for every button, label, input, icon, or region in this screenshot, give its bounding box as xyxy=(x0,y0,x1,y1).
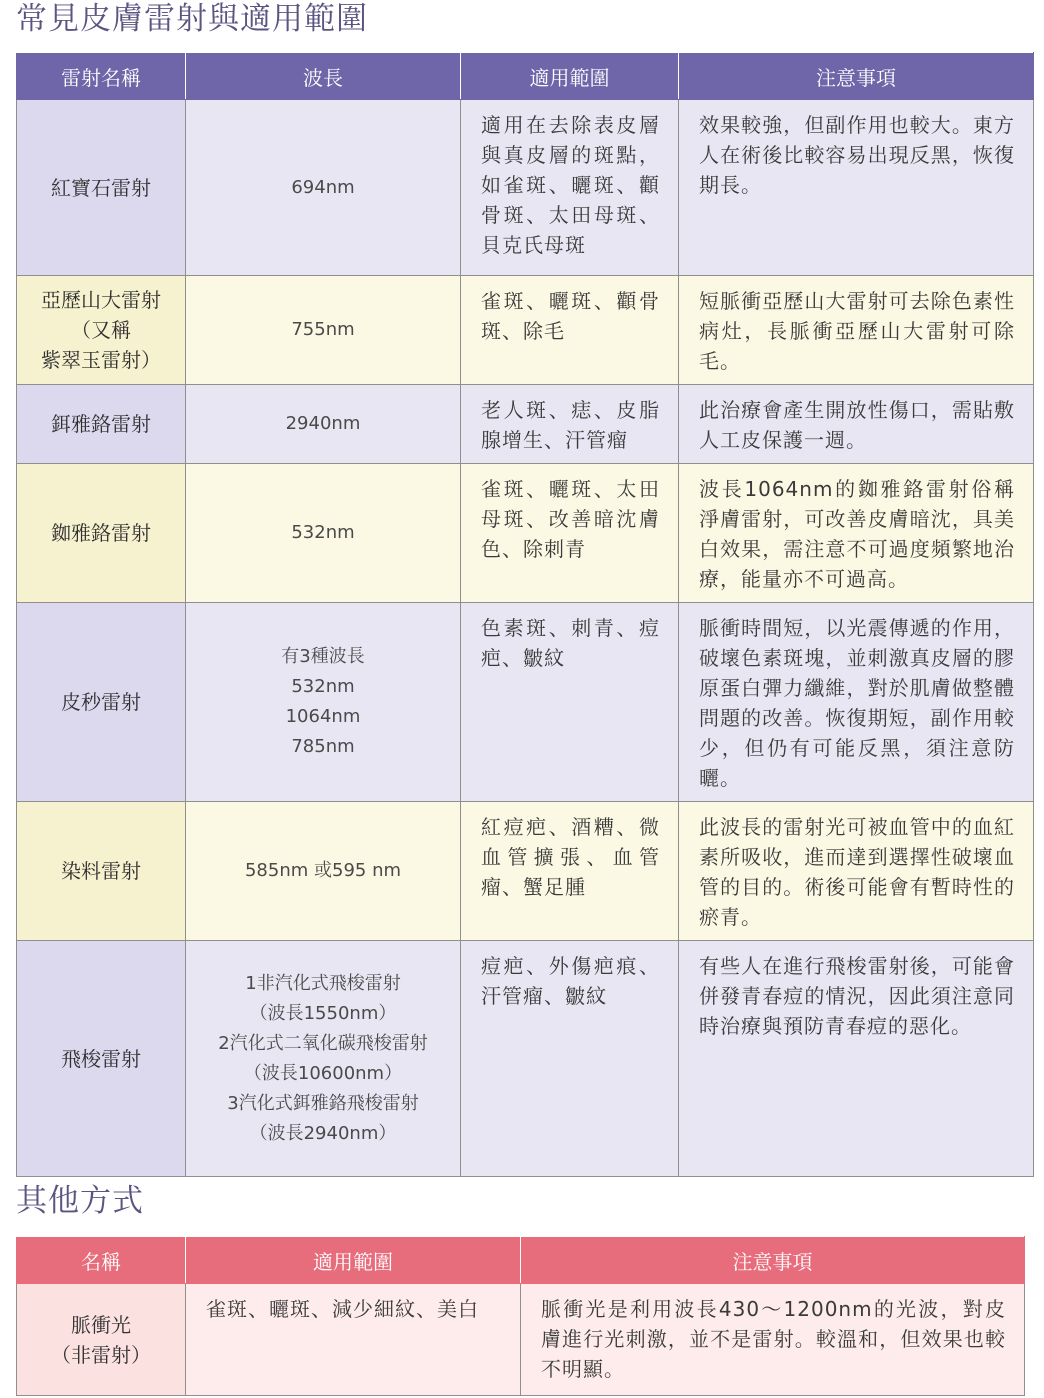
laser-name-cell-line: （又稱 xyxy=(71,318,131,342)
notes-cell: 脈衝光是利用波長430～1200nm的光波，對皮膚進行光刺激，並不是雷射。較溫和，但效果也較不明顯。 xyxy=(521,1284,1025,1396)
wavelength-cell-line: 1非汽化式飛梭雷射 xyxy=(245,972,401,994)
wavelength-cell-line: 755nm xyxy=(291,319,355,340)
wavelength-cell-line: 585nm 或595 nm xyxy=(244,860,402,881)
wavelength-cell xyxy=(186,802,461,941)
table-row xyxy=(17,1284,1025,1396)
wavelength-cell-line: 694nm xyxy=(291,176,355,198)
table-row xyxy=(17,802,1034,941)
laser-name-cell-line: 紅寶石雷射 xyxy=(51,175,151,200)
wavelength-cell xyxy=(186,603,461,802)
notes-cell: 此波長的雷射光可被血管中的血紅素所吸收，進而達到選擇性破壞血管的目的。術後可能會有暫時性的瘀青。 xyxy=(679,802,1034,941)
wavelength-cell xyxy=(186,276,461,385)
range-cell: 色素斑、刺青、痘疤、皺紋 xyxy=(461,603,679,802)
range-cell: 雀斑、曬斑、顴骨斑、除毛 xyxy=(461,276,679,385)
wavelength-cell xyxy=(186,464,461,603)
wavelength-cell-line: 有3種波長 xyxy=(281,646,365,667)
header-wavelength: 波長 xyxy=(186,53,461,100)
table-row xyxy=(17,603,1034,802)
range-cell: 老人斑、痣、皮脂腺增生、汗管瘤 xyxy=(461,385,679,464)
notes-cell: 效果較強，但副作用也較大。東方人在術後比較容易出現反黑，恢復期長。 xyxy=(679,100,1034,276)
section-title-other: 其他方式 xyxy=(16,1183,144,1219)
notes-cell: 有些人在進行飛梭雷射後，可能會併發青春痘的情況，因此須注意同時治療與預防青春痘的惡化。 xyxy=(679,941,1034,1177)
range-cell: 雀斑、曬斑、太田母斑、改善暗沈膚色、除刺青 xyxy=(461,464,679,603)
laser-name-cell-line: 亞歷山大雷射 xyxy=(41,288,161,312)
wavelength-cell xyxy=(186,100,461,276)
laser-name-cell-line: 飛梭雷射 xyxy=(61,1046,141,1071)
laser-name-cell xyxy=(17,603,186,802)
header-name: 名稱 xyxy=(17,1237,186,1284)
wavelength-cell-line: 1064nm xyxy=(285,706,361,727)
table-row xyxy=(17,385,1034,464)
notes-cell: 短脈衝亞歷山大雷射可去除色素性病灶，長脈衝亞歷山大雷射可除毛。 xyxy=(679,276,1034,385)
wavelength-cell xyxy=(186,941,461,1177)
laser-name-cell xyxy=(17,464,186,603)
table-row xyxy=(17,464,1034,603)
wavelength-cell-line: 3汽化式鉺雅鉻飛梭雷射 xyxy=(227,1092,419,1114)
range-cell: 紅痘疤、酒糟、微血管擴張、血管瘤、蟹足腫 xyxy=(461,802,679,941)
table-row xyxy=(17,100,1034,276)
notes-cell: 脈衝時間短，以光震傳遞的作用，破壞色素斑塊，並刺激真皮層的膠原蛋白彈力纖維，對於肌膚做整體問題的改善。恢復期短，副作用較少，但仍有可能反黑，須注意防曬。 xyxy=(679,603,1034,802)
wavelength-cell-line: （波長1550nm） xyxy=(249,1002,397,1024)
header-notes: 注意事項 xyxy=(679,53,1034,100)
other-methods-table xyxy=(16,1236,1025,1396)
header-range: 適用範圍 xyxy=(461,53,679,100)
table-row xyxy=(17,941,1034,1177)
wavelength-cell-line: 532nm xyxy=(291,676,355,697)
method-name-cell xyxy=(17,1284,186,1396)
laser-name-cell xyxy=(17,276,186,385)
laser-name-cell-line: 紫翠玉雷射） xyxy=(41,348,161,372)
page-title: 常見皮膚雷射與適用範圍 xyxy=(16,1,368,37)
laser-name-cell xyxy=(17,802,186,941)
laser-name-cell-line: 銣雅鉻雷射 xyxy=(51,521,151,545)
laser-table xyxy=(16,52,1034,1177)
wavelength-cell xyxy=(186,385,461,464)
header-laser-name: 雷射名稱 xyxy=(17,53,186,100)
method-name-cell-line: 脈衝光 xyxy=(71,1312,131,1337)
laser-name-cell xyxy=(17,385,186,464)
laser-name-cell-line: 染料雷射 xyxy=(61,859,141,883)
method-name-cell-line: （非雷射） xyxy=(51,1342,151,1367)
wavelength-cell-line: 2940nm xyxy=(285,413,361,434)
range-cell: 痘疤、外傷疤痕、汗管瘤、皺紋 xyxy=(461,941,679,1177)
laser-name-cell-line: 皮秒雷射 xyxy=(61,690,141,714)
table-row xyxy=(17,276,1034,385)
range-cell: 適用在去除表皮層與真皮層的斑點，如雀斑、曬斑、顴骨斑、太田母斑、貝克氏母斑 xyxy=(461,100,679,276)
wavelength-cell-line: 785nm xyxy=(291,736,355,757)
laser-name-cell-line: 鉺雅鉻雷射 xyxy=(51,412,151,436)
laser-name-cell xyxy=(17,100,186,276)
notes-cell: 波長1064nm的銣雅鉻雷射俗稱淨膚雷射，可改善皮膚暗沈，具美白效果，需注意不可過度頻繁地治療，能量亦不可過高。 xyxy=(679,464,1034,603)
wavelength-cell-line: 2汽化式二氧化碳飛梭雷射 xyxy=(218,1032,428,1054)
header-notes: 注意事項 xyxy=(521,1237,1025,1284)
range-cell: 雀斑、曬斑、減少細紋、美白 xyxy=(186,1284,521,1396)
header-range: 適用範圍 xyxy=(186,1237,521,1284)
wavelength-cell-line: 532nm xyxy=(291,522,355,543)
wavelength-cell-line: （波長10600nm） xyxy=(243,1062,403,1084)
laser-name-cell xyxy=(17,941,186,1177)
wavelength-cell-line: （波長2940nm） xyxy=(249,1122,397,1144)
notes-cell: 此治療會產生開放性傷口，需貼敷人工皮保護一週。 xyxy=(679,385,1034,464)
